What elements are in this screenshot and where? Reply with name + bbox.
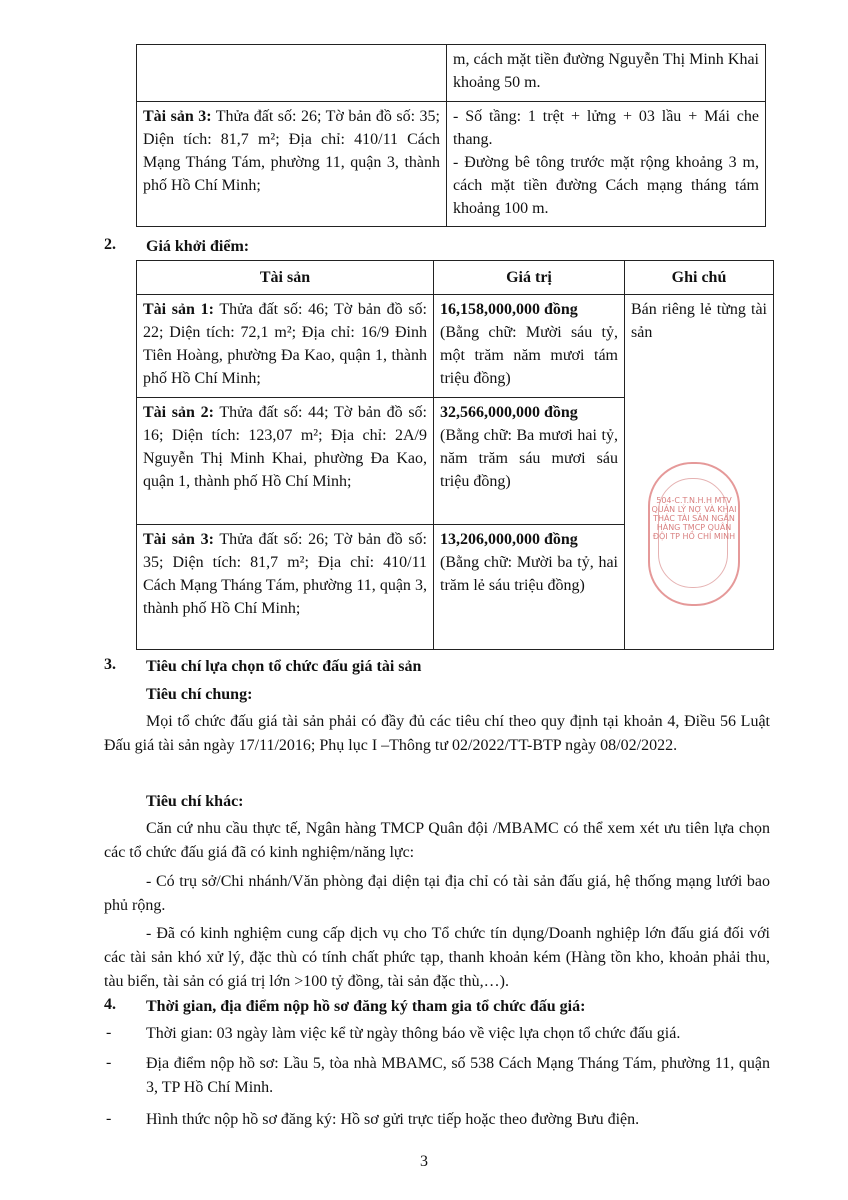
asset-label: Tài sản 2: <box>143 404 214 421</box>
section-number: 2. <box>104 236 116 253</box>
section-title: Giá khởi điểm: <box>146 238 250 255</box>
subsection-title: Tiêu chí chung: <box>146 686 253 703</box>
table-cell <box>434 525 625 650</box>
table-cell <box>447 102 766 227</box>
asset-detail-line: - Số tầng: 1 trệt + lửng + 03 lầu + Mái che thang. <box>453 108 759 148</box>
price-words: (Bằng chữ: Ba mươi hai tỷ, năm trăm sáu mươi sáu triệu đồng) <box>440 427 618 490</box>
table-cell <box>434 398 625 525</box>
criteria-bullet: - Có trụ sở/Chi nhánh/Văn phòng đại diện tại địa chỉ có tài sản đấu giá, hệ thống mạng lưới bao phủ rộng. <box>104 873 770 914</box>
asset-detail-line: - Đường bê tông trước mặt rộng khoảng 3 m, cách mặt tiền đường Cách mạng tháng tám khoảng 100 m. <box>453 154 759 217</box>
price-value: 16,158,000,000 đồng <box>440 301 578 318</box>
asset-label: Tài sản 3: <box>143 108 212 125</box>
header-value: Giá trị <box>434 261 625 295</box>
table-cell <box>434 295 625 398</box>
asset-label: Tài sản 1: <box>143 301 214 318</box>
criteria-paragraph: Mọi tổ chức đấu giá tài sản phải có đầy đủ các tiêu chí theo quy định tại khoản 4, Điều 56 Luật Đấu giá tài sản ngày 17/11/2016; Phụ lục I –Thông tư 02/2022/TT-BTP ngày 08/02/2022. <box>104 713 770 754</box>
header-asset: Tài sản <box>137 261 434 295</box>
price-value: 13,206,000,000 đồng <box>440 531 578 548</box>
section-title: Tiêu chí lựa chọn tổ chức đấu giá tài sản <box>146 658 422 675</box>
asset-label: Tài sản 3: <box>143 531 214 548</box>
asset-text: Thửa đất số: 26; Tờ bản đồ số: 35; Diện tích: 81,7 m²; Địa chỉ: 410/11 Cách Mạng Tháng Tám, phường 11, quận 3, thành phố Hồ Chí Minh; <box>143 108 440 194</box>
section-number: 4. <box>104 996 116 1013</box>
table-cell <box>137 398 434 525</box>
table-row <box>137 295 774 398</box>
note-cell: Bán riêng lẻ từng tài sản <box>625 295 774 650</box>
table-cell <box>137 525 434 650</box>
page-number: 3 <box>420 1153 428 1170</box>
table-cell: m, cách mặt tiền đường Nguyễn Thị Minh Khai khoảng 50 m. <box>447 45 766 102</box>
list-item: Địa điểm nộp hồ sơ: Lầu 5, tòa nhà MBAMC, số 538 Cách Mạng Tháng Tám, phường 11, quận 3, TP Hồ Chí Minh. <box>146 1055 770 1096</box>
asset-text: Thửa đất số: 26; Tờ bản đồ số: 35; Diện tích: 81,7 m²; Địa chỉ: 410/11 Cách Mạng Tháng Tám, phường 11, quận 3, thành phố Hồ Chí Minh; <box>143 531 428 617</box>
asset-description-table <box>136 44 766 227</box>
table-row <box>137 102 766 227</box>
list-item: Hình thức nộp hồ sơ đăng ký: Hồ sơ gửi trực tiếp hoặc theo đường Bưu điện. <box>146 1111 640 1128</box>
header-note: Ghi chú <box>625 261 774 295</box>
table-cell <box>137 102 447 227</box>
subsection-title: Tiêu chí khác: <box>146 793 244 810</box>
seal-text: 504-C.T.N.H.H MTV QUẢN LÝ NỢ VÀ KHAI THÁC TÀI SẢN NGÂN HÀNG TMCP QUÂN ĐỘI TP HỒ CHÍ MINH <box>651 496 737 541</box>
section-number: 3. <box>104 656 116 673</box>
asset-text: Thửa đất số: 44; Tờ bản đồ số: 16; Diện tích: 123,07 m²; Địa chỉ: 2A/9 Nguyễn Thị Minh Khai, phường Đa Kao, quận 1, thành phố Hồ Chí Minh; <box>143 404 428 490</box>
criteria-paragraph: Căn cứ nhu cầu thực tế, Ngân hàng TMCP Quân đội /MBAMC có thể xem xét ưu tiên lựa chọn các tổ chức đấu giá đã có kinh nghiệm/năng lực: <box>104 820 770 861</box>
price-value: 32,566,000,000 đồng <box>440 404 578 421</box>
table-row <box>137 45 766 102</box>
list-dash: - <box>106 1110 112 1127</box>
table-cell <box>137 45 447 102</box>
list-dash: - <box>106 1054 112 1071</box>
table-cell <box>137 295 434 398</box>
criteria-bullet: - Đã có kinh nghiệm cung cấp dịch vụ cho Tổ chức tín dụng/Doanh nghiệp lớn đấu giá đối với các tài sản khó xử lý, đặc thù có tính chất phức tạp, thanh khoản kém (Hàng tồn kho, khoản phải thu, tàu biển, tài sản có giá trị lớn >100 tỷ đồng, tài sản đặc thù,…). <box>104 925 770 990</box>
company-seal-stamp <box>648 462 740 606</box>
table-header-row <box>137 261 774 295</box>
section-title: Thời gian, địa điểm nộp hồ sơ đăng ký tham gia tổ chức đấu giá: <box>146 998 586 1015</box>
list-dash: - <box>106 1024 112 1041</box>
asset-text: Thửa đất số: 46; Tờ bản đồ số: 22; Diện tích: 72,1 m²; Địa chỉ: 16/9 Đinh Tiên Hoàng, phường Đa Kao, quận 1, thành phố Hồ Chí Minh; <box>143 301 428 387</box>
price-words: (Bằng chữ: Mười ba tỷ, hai trăm lẻ sáu triệu đồng) <box>440 554 618 594</box>
price-words: (Bằng chữ: Mười sáu tỷ, một trăm năm mươi tám triệu đồng) <box>440 324 618 387</box>
list-item: Thời gian: 03 ngày làm việc kể từ ngày thông báo về việc lựa chọn tổ chức đấu giá. <box>146 1025 681 1042</box>
